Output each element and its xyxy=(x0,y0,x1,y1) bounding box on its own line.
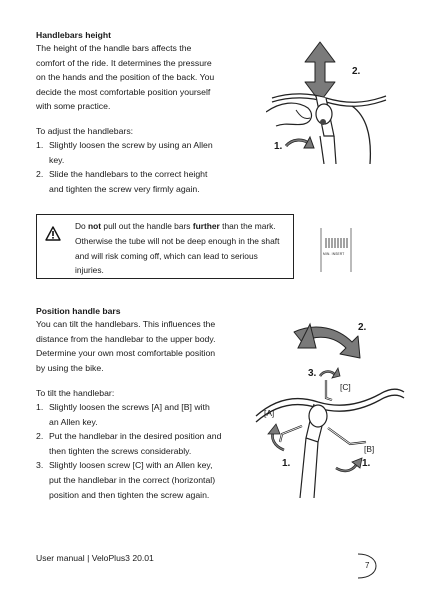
figure-label-2: 2. xyxy=(352,66,361,77)
warning-box xyxy=(36,214,294,279)
figure-label-b: [B] xyxy=(364,444,375,454)
figure-label-3: 3. xyxy=(308,368,317,379)
min-insert-mark-illustration xyxy=(320,228,352,272)
figure-label-c: [C] xyxy=(340,382,351,392)
figure-label-1-right: 1. xyxy=(362,458,371,469)
instructions-intro: To adjust the handlebars: xyxy=(36,126,134,136)
section-paragraph: The height of the handle bars affects the comfort of the ride. It determines the pressure on the hands and the position of the back. You decide the most comfortable position yourself with some practice. xyxy=(36,43,215,112)
list-item: 3. Slightly loosen screw [C] with an Allen key, put the handlebar in the correct (horizontal) position and then tighten the screw again. xyxy=(36,460,216,500)
min-insert-label: MIN. INSERT xyxy=(323,252,345,256)
warning-icon xyxy=(45,226,61,241)
instructions-intro: To tilt the handlebar: xyxy=(36,388,115,398)
list-item: 1. Slightly loosen the screw by using an Allen key. xyxy=(36,140,213,165)
figure-label-2: 2. xyxy=(358,322,367,333)
list-item: 2. Slide the handlebars to the correct height and tighten the screw very firmly again. xyxy=(36,169,208,194)
footer-text: User manual | VeloPlus3 20.01 xyxy=(36,553,154,563)
steps-list xyxy=(36,400,276,502)
handlebar-height-illustration xyxy=(266,36,392,164)
page-number-tab xyxy=(356,552,378,580)
figure-label-1: 1. xyxy=(274,141,283,152)
figure-label-a: [A] xyxy=(264,408,275,418)
section-heading-position-handle-bars: Position handle bars xyxy=(36,306,121,316)
warning-line-1: Do not pull out the handle bars further than the mark. xyxy=(75,221,276,231)
list-item: 1. Slightly loosen the screws [A] and [B] with an Allen key. xyxy=(36,402,210,427)
handlebar-tilt-illustration xyxy=(254,318,406,498)
steps-list xyxy=(36,138,276,196)
section-paragraph: You can tilt the handlebars. This influences the distance from the handlebar to the upper body. Determine your own most comfortable position by using the bike. xyxy=(36,319,216,373)
warning-text: Do not pull out the handle bars further than the mark. Otherwise the tube will not be deep enough in the shaft and will risk coming off, which can lead to serious injuries. xyxy=(75,219,291,278)
page-number: 7 xyxy=(365,561,370,570)
list-item: 2. Put the handlebar in the desired position and then tighten the screws considerably. xyxy=(36,431,222,456)
section-heading-handlebars-height: Handlebars height xyxy=(36,30,111,40)
figure-label-1-left: 1. xyxy=(282,458,291,469)
